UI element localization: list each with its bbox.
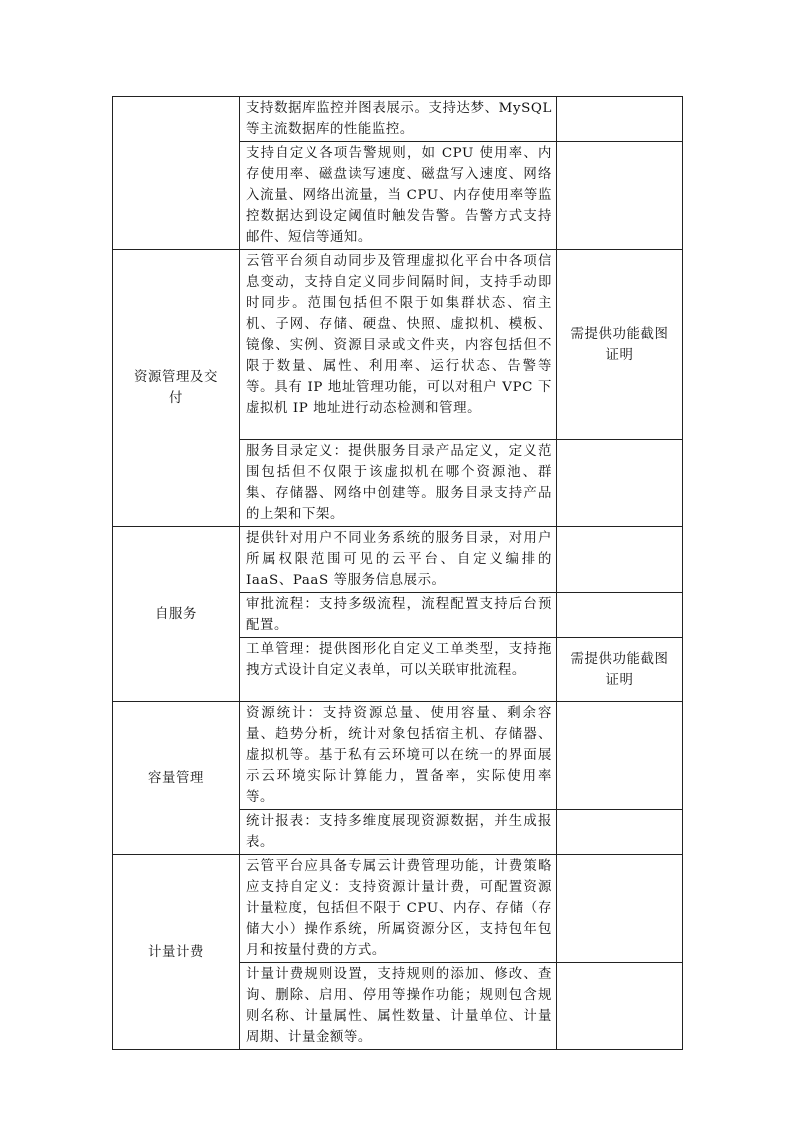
requirement-cell: 云管平台应具备专属云计费管理功能，计费策略应支持自定义：支持资源计量计费，可配置资源计量粒度，包括但不限于 CPU、内存、存储（存储大小）操作系统，所属资源分区，支持包年包月和按量付费的方式。 xyxy=(240,855,557,963)
note-cell-screenshot-proof: 需提供功能截图证明 xyxy=(557,250,683,440)
note-cell xyxy=(557,440,683,527)
table-row xyxy=(113,702,683,810)
requirements-table xyxy=(112,96,683,1050)
requirement-cell: 云管平台须自动同步及管理虚拟化平台中各项信息变动，支持自定义同步间隔时间，支持手动即时同步。范围包括但不限于如集群状态、宿主机、子网、存储、硬盘、快照、虚拟机、模板、镜像、实例、资源目录或文件夹，内容包括但不限于数量、属性、利用率、运行状态、告警等等。具有 IP 地址管理功能，可以对租户 VPC 下虚拟机 IP 地址进行动态检测和管理。 xyxy=(240,250,557,440)
category-cell-resource-management: 资源管理及交付 xyxy=(113,250,240,527)
note-cell xyxy=(557,963,683,1050)
requirement-cell: 支持自定义各项告警规则，如 CPU 使用率、内存使用率、磁盘读写速度、磁盘写入速度、网络入流量、网络出流量，当 CPU、内存使用率等监控数据达到设定阈值时触发告警。告警方式支持邮件、短信等通知。 xyxy=(240,142,557,250)
note-cell xyxy=(557,702,683,810)
note-cell xyxy=(557,142,683,250)
note-cell xyxy=(557,97,683,142)
note-cell-screenshot-proof: 需提供功能截图证明 xyxy=(557,638,683,702)
requirement-cell: 计量计费规则设置，支持规则的添加、修改、查询、删除、启用、停用等操作功能；规则包含规则名称、计量属性、属性数量、计量单位、计量周期、计量金额等。 xyxy=(240,963,557,1050)
table-row xyxy=(113,855,683,963)
table-row xyxy=(113,97,683,142)
requirement-cell: 工单管理：提供图形化自定义工单类型，支持拖拽方式设计自定义表单，可以关联审批流程。 xyxy=(240,638,557,702)
requirement-cell: 提供针对用户不同业务系统的服务目录，对用户所属权限范围可见的云平台、自定义编排的 IaaS、PaaS 等服务信息展示。 xyxy=(240,527,557,593)
note-cell xyxy=(557,810,683,855)
category-cell-metering-billing: 计量计费 xyxy=(113,855,240,1050)
category-cell-empty xyxy=(113,97,240,250)
table-row xyxy=(113,250,683,440)
requirement-cell: 审批流程：支持多级流程，流程配置支持后台预配置。 xyxy=(240,593,557,638)
note-cell xyxy=(557,527,683,593)
category-cell-self-service: 自服务 xyxy=(113,527,240,702)
category-cell-capacity-management: 容量管理 xyxy=(113,702,240,855)
requirement-cell: 服务目录定义：提供服务目录产品定义，定义范围包括但不仅限于该虚拟机在哪个资源池、群集、存储器、网络中创建等。服务目录支持产品的上架和下架。 xyxy=(240,440,557,527)
note-cell xyxy=(557,855,683,963)
note-cell xyxy=(557,593,683,638)
table-row xyxy=(113,527,683,593)
requirement-cell: 资源统计：支持资源总量、使用容量、剩余容量、趋势分析，统计对象包括宿主机、存储器、虚拟机等。基于私有云环境可以在统一的界面展示云环境实际计算能力，置备率，实际使用率等。 xyxy=(240,702,557,810)
requirement-cell: 支持数据库监控并图表展示。支持达梦、MySQL 等主流数据库的性能监控。 xyxy=(240,97,557,142)
requirement-cell: 统计报表：支持多维度展现资源数据，并生成报表。 xyxy=(240,810,557,855)
